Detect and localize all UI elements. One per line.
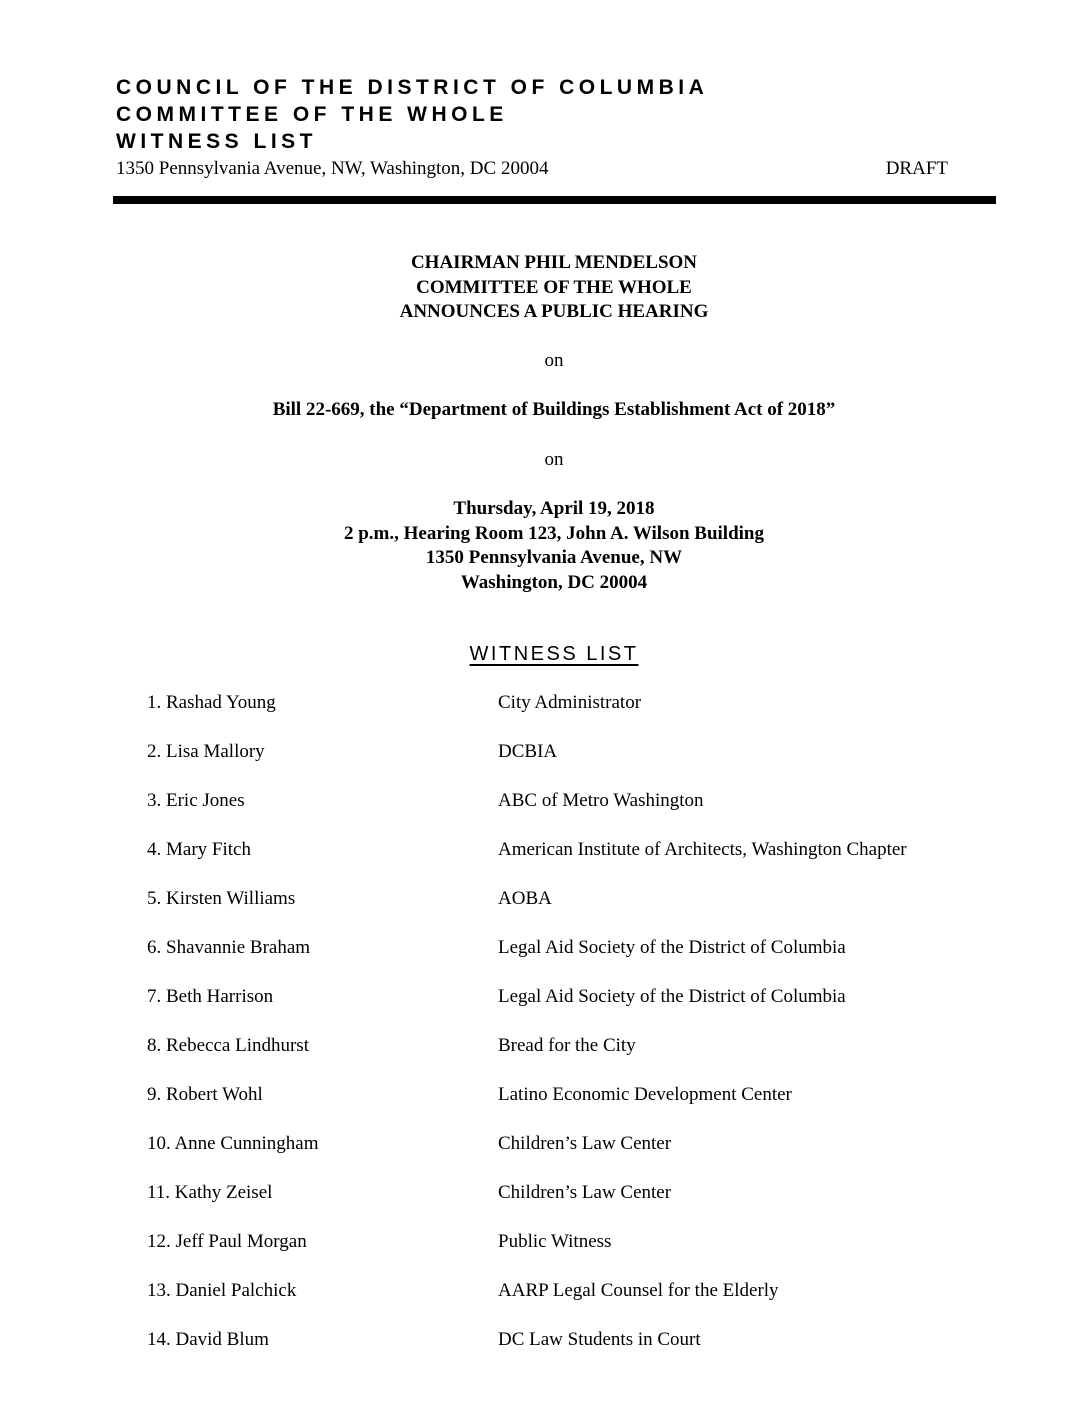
- witness-row: [0, 1133, 1088, 1182]
- witness-name: 1. Rashad Young: [147, 692, 276, 713]
- header-divider: [113, 196, 996, 204]
- draft-label: DRAFT: [885, 158, 948, 179]
- witness-row: [0, 692, 1088, 741]
- witness-organization: Bread for the City: [498, 1035, 636, 1056]
- witness-row: [0, 839, 1088, 888]
- hearing-date: Thursday, April 19, 2018: [453, 498, 655, 519]
- committee-name: COMMITTEE OF THE WHOLE: [116, 103, 508, 126]
- council-address: 1350 Pennsylvania Avenue, NW, Washington, DC 20004: [116, 158, 549, 179]
- letterhead: [116, 74, 708, 155]
- witness-organization: Latino Economic Development Center: [498, 1084, 792, 1105]
- witness-name: 4. Mary Fitch: [147, 839, 251, 860]
- witness-name: 10. Anne Cunningham: [147, 1133, 319, 1154]
- witness-row: [0, 1035, 1088, 1084]
- address-row: [116, 158, 948, 180]
- on-text-1: on: [544, 350, 564, 371]
- witness-name: 5. Kirsten Williams: [147, 888, 296, 909]
- witness-list: [0, 692, 1088, 1378]
- witness-name: 8. Rebecca Lindhurst: [147, 1035, 309, 1056]
- announcement: [0, 251, 1088, 325]
- witness-name: 3. Eric Jones: [147, 790, 245, 811]
- chairman-line: CHAIRMAN PHIL MENDELSON: [410, 252, 698, 273]
- witness-name: 9. Robert Wohl: [147, 1084, 263, 1105]
- witness-organization: Children’s Law Center: [498, 1133, 672, 1154]
- hearing-street: 1350 Pennsylvania Avenue, NW: [425, 547, 683, 568]
- witness-organization: Legal Aid Society of the District of Columbia: [498, 937, 846, 958]
- hearing-details: [0, 497, 1088, 595]
- witness-organization: DCBIA: [498, 741, 558, 762]
- witness-organization: City Administrator: [498, 692, 642, 713]
- witness-organization: AOBA: [498, 888, 552, 909]
- witness-organization: Legal Aid Society of the District of Columbia: [498, 986, 846, 1007]
- witness-row: [0, 1084, 1088, 1133]
- witness-organization: AARP Legal Counsel for the Elderly: [498, 1280, 779, 1301]
- witness-row: [0, 937, 1088, 986]
- announces-line: ANNOUNCES A PUBLIC HEARING: [399, 301, 709, 322]
- witness-name: 2. Lisa Mallory: [147, 741, 265, 762]
- witness-name: 13. Daniel Palchick: [147, 1280, 297, 1301]
- document-type: WITNESS LIST: [116, 130, 317, 153]
- council-name: COUNCIL OF THE DISTRICT OF COLUMBIA: [116, 76, 709, 99]
- hearing-time-place: 2 p.m., Hearing Room 123, John A. Wilson Building: [343, 522, 765, 544]
- witness-name: 12. Jeff Paul Morgan: [147, 1231, 307, 1252]
- witness-organization: ABC of Metro Washington: [498, 790, 704, 811]
- witness-name: 6. Shavannie Braham: [147, 937, 311, 958]
- witness-name: 11. Kathy Zeisel: [147, 1182, 273, 1203]
- witness-row: [0, 888, 1088, 937]
- witness-name: 14. David Blum: [147, 1329, 269, 1350]
- witness-row: [0, 1231, 1088, 1280]
- witness-organization: Children’s Law Center: [498, 1182, 672, 1203]
- witness-list-heading-text: WITNESS LIST: [469, 643, 639, 665]
- bill-title: Bill 22-669, the “Department of Buildings Establishment Act of 2018”: [272, 399, 836, 420]
- witness-row: [0, 986, 1088, 1035]
- witness-row: [0, 1329, 1088, 1378]
- witness-name: 7. Beth Harrison: [147, 986, 274, 1007]
- witness-row: [0, 790, 1088, 839]
- witness-row: [0, 1182, 1088, 1231]
- committee-line: COMMITTEE OF THE WHOLE: [416, 276, 692, 298]
- witness-row: [0, 741, 1088, 790]
- witness-organization: American Institute of Architects, Washington Chapter: [498, 839, 907, 860]
- witness-organization: Public Witness: [498, 1231, 612, 1252]
- on-text-2: on: [544, 449, 564, 470]
- hearing-city: Washington, DC 20004: [460, 571, 648, 593]
- witness-row: [0, 1280, 1088, 1329]
- witness-list-heading: [0, 643, 1088, 666]
- witness-organization: DC Law Students in Court: [498, 1329, 701, 1350]
